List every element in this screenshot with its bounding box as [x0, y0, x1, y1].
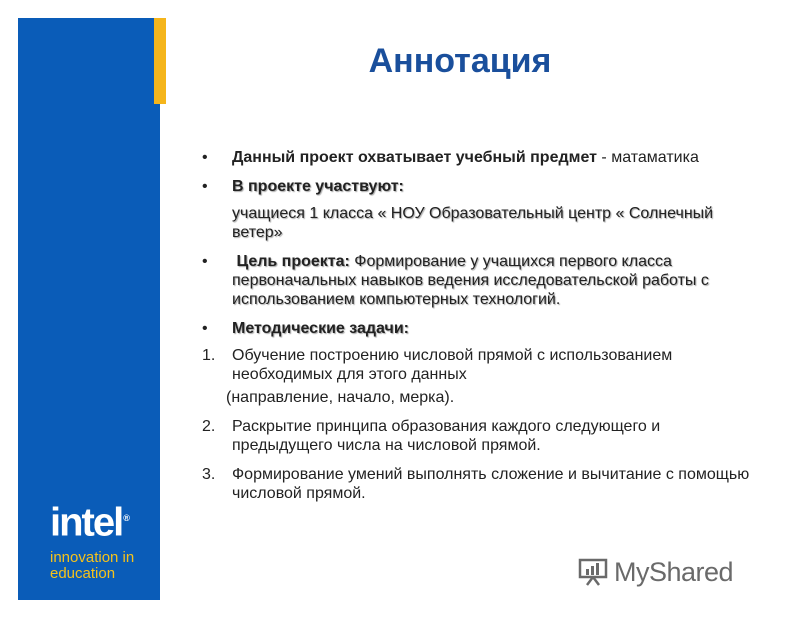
bullet-participants — [196, 177, 756, 196]
task-number: 2. — [202, 418, 216, 435]
logo-wordmark: intel® — [50, 500, 128, 545]
task-number: 1. — [202, 347, 216, 364]
page-title: Аннотация — [368, 42, 552, 80]
bullet-goal — [196, 252, 756, 309]
logo-brand: intel — [50, 500, 123, 545]
logo-tagline-line2: education — [50, 565, 116, 583]
bullet-marker: • — [202, 320, 208, 337]
bullet-marker: • — [202, 149, 208, 166]
task-text: Формирование умений выполнять сложение и вычитание с помощью числовой прямой. — [232, 466, 750, 502]
goal-description: Формирование у учащихся первого класса первоначальных навыков ведения исследовательской работы с использованием компьютерных технологий. — [232, 253, 709, 308]
participants-text: учащиеся 1 класса « НОУ Образовательный центр « Солнечный ветер» — [232, 205, 714, 241]
task-item-1 — [196, 346, 756, 384]
task-item-1-extra: (направление, начало, мерка). — [226, 389, 455, 406]
logo-tagline — [50, 550, 134, 582]
presentation-board-icon — [578, 557, 608, 587]
watermark — [578, 552, 733, 592]
bullet-marker: • — [202, 253, 208, 270]
subject-label: Данный проект охватывает учебный предмет — [232, 149, 597, 166]
bullet-tasks — [196, 319, 756, 338]
watermark-text: MyShared — [614, 556, 734, 587]
bullet-subject — [196, 148, 756, 167]
tasks-heading: Методические задачи: — [232, 320, 410, 337]
intel-logo — [50, 498, 134, 582]
task-text: Раскрытие принципа образования каждого следующего и предыдущего числа на числовой прямой. — [232, 418, 661, 454]
logo-tagline-line1: innovation in — [50, 549, 135, 567]
goal-text — [232, 253, 709, 308]
participants-heading: В проекте участвуют: — [232, 178, 404, 195]
task-text: Обучение построению числовой прямой с использованием необходимых для этого данных — [232, 347, 673, 383]
bullet-marker: • — [202, 178, 208, 195]
slide-content — [196, 148, 756, 513]
goal-label: Цель проекта: — [236, 253, 350, 270]
task-item-3 — [196, 465, 756, 503]
task-number: 3. — [202, 466, 216, 483]
task-item-2 — [196, 417, 756, 455]
accent-yellow-stripe — [154, 18, 166, 104]
subject-value: - матаматика — [596, 149, 699, 166]
